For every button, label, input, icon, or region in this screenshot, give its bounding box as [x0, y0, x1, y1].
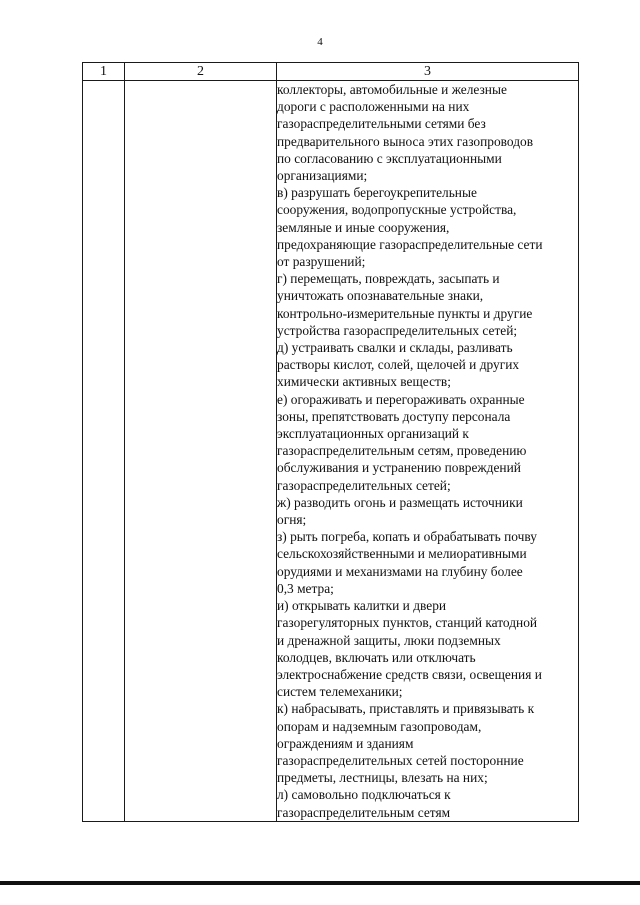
text-line: уничтожать опознавательные знаки,: [277, 288, 484, 304]
table-cell-col2: [125, 81, 277, 822]
text-line: обслуживания и устранению повреждений: [277, 460, 521, 476]
table-cell-col3: [277, 81, 579, 822]
regulation-table: [82, 62, 579, 822]
text-line: эксплуатационных организаций к: [277, 426, 469, 442]
text-line: систем телемеханики;: [277, 684, 403, 700]
text-line: газораспределительным сетям: [277, 804, 451, 820]
text-line: в) разрушать берегоукрепительные: [277, 185, 477, 201]
text-line: коллекторы, автомобильные и железные: [277, 82, 507, 97]
text-line: колодцев, включать или отключать: [277, 649, 476, 665]
column-header-1: 1: [83, 63, 125, 81]
text-line: сооружения, водопропускные устройства,: [277, 202, 517, 218]
page-bottom-rule: [0, 881, 640, 885]
text-line: и дренажной защиты, люки подземных: [277, 632, 501, 648]
text-line: предметы, лестницы, влезать на них;: [277, 770, 488, 786]
text-line: ограждениям и зданиям: [277, 735, 414, 751]
text-line: орудиями и механизмами на глубину более: [277, 563, 523, 579]
table-header-row: [83, 63, 579, 81]
text-line: от разрушений;: [277, 254, 366, 270]
text-line: устройства газораспределительных сетей;: [277, 322, 518, 338]
text-line: предохраняющие газораспределительные сети: [277, 236, 543, 252]
text-line: газораспределительных сетей посторонние: [277, 752, 524, 768]
text-line: контрольно-измерительные пункты и другие: [277, 305, 533, 321]
text-line: л) самовольно подключаться к: [277, 787, 451, 803]
text-line: растворы кислот, солей, щелочей и других: [277, 357, 520, 373]
text-line: д) устраивать свалки и склады, разливать: [277, 340, 513, 356]
text-line: организациями;: [277, 168, 368, 184]
text-line: з) рыть погреба, копать и обрабатывать почву: [277, 529, 537, 545]
text-line: огня;: [277, 512, 307, 528]
text-line: 0,3 метра;: [277, 580, 334, 596]
text-line: дороги с расположенными на них: [277, 99, 470, 115]
column-header-3: 3: [277, 63, 579, 81]
text-line: химически активных веществ;: [277, 374, 451, 390]
page-number: 4: [317, 36, 323, 48]
text-line: ж) разводить огонь и размещать источники: [277, 494, 523, 510]
table-row: [83, 81, 579, 822]
table-cell-col1: [83, 81, 125, 822]
text-line: г) перемещать, повреждать, засыпать и: [277, 271, 500, 287]
text-line: газораспределительным сетям, проведению: [277, 443, 527, 459]
text-line: газораспределительных сетей;: [277, 477, 451, 493]
text-line: е) огораживать и перегораживать охранные: [277, 391, 525, 407]
column-header-2: 2: [125, 63, 277, 81]
text-line: и) открывать калитки и двери: [277, 598, 447, 614]
text-line: земляные и иные сооружения,: [277, 219, 450, 235]
text-line: зоны, препятствовать доступу персонала: [277, 408, 511, 424]
text-line: газораспределительными сетями без: [277, 116, 486, 132]
text-line: по согласованию с эксплуатационными: [277, 150, 502, 166]
text-line: к) набрасывать, приставлять и привязывать к: [277, 701, 535, 717]
text-line: газорегуляторных пунктов, станций катодной: [277, 615, 538, 631]
text-line: сельскохозяйственными и мелиоративными: [277, 546, 527, 562]
text-line: электроснабжение средств связи, освещения и: [277, 666, 542, 682]
text-line: опорам и надземным газопроводам,: [277, 718, 482, 734]
text-line: предварительного выноса этих газопроводов: [277, 133, 534, 149]
